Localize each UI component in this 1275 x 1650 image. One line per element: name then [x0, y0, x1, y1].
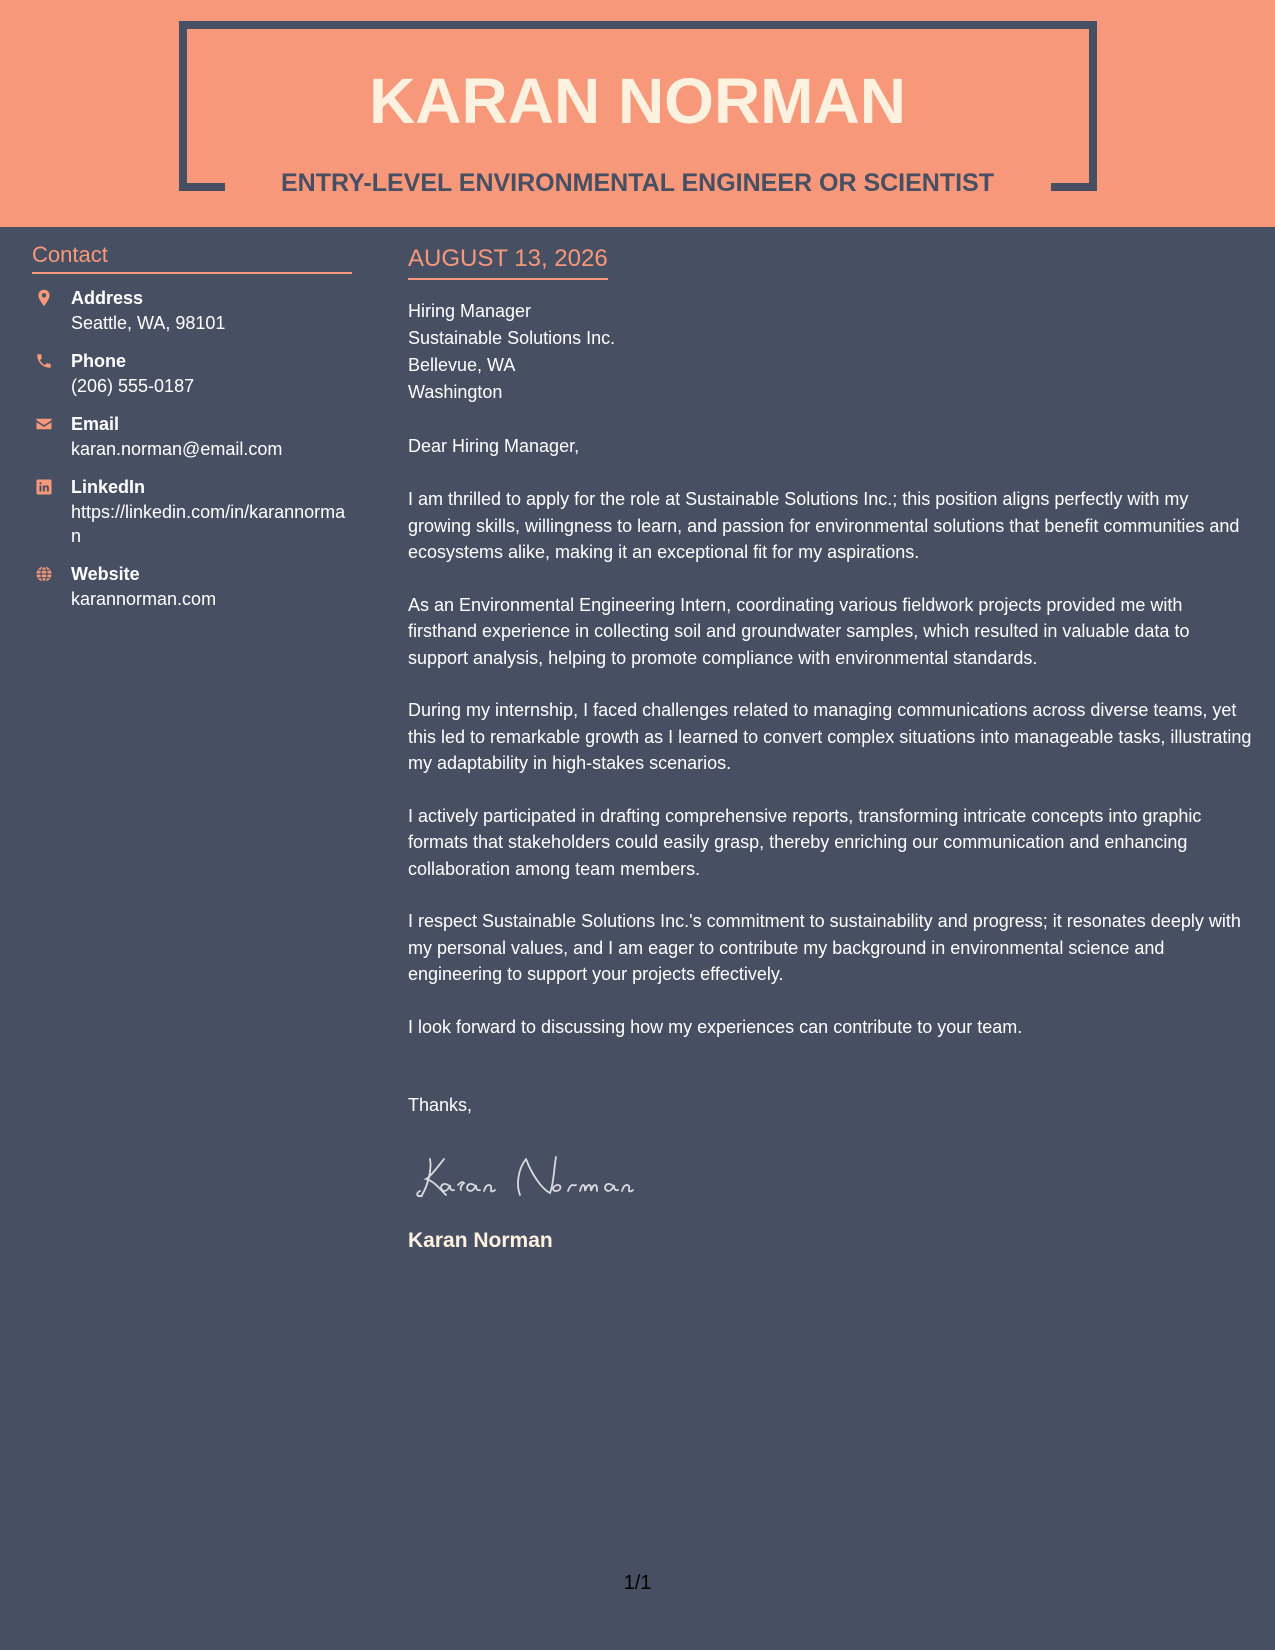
contact-value: Seattle, WA, 98101: [71, 313, 226, 333]
contact-label: LinkedIn: [71, 477, 146, 497]
contact-heading: Contact: [32, 240, 352, 274]
linkedin-icon: [35, 478, 53, 496]
body-paragraph: As an Environmental Engineering Intern, coordinating various fieldwork projects provided me with firsthand experience in collecting soil and groundwater samples, which resulted in valuable data to support analysis, helping to promote compliance with environmental standards.: [408, 594, 1190, 668]
signature-image: [408, 1145, 668, 1205]
body-paragraph: I am thrilled to apply for the role at Sustainable Solutions Inc.; this position aligns perfectly with my growing skills, willingness to learn, and passion for environmental solutions that benefit communities and ecosystems alike, making it an exceptional fit for my aspirations.: [408, 489, 1240, 562]
contact-value[interactable]: karannorman.com: [71, 589, 217, 609]
contact-label: Address: [71, 288, 144, 308]
contact-value: (206) 555-0187: [71, 376, 195, 396]
letter-body: [408, 242, 1253, 1256]
page-number: 1/1: [623, 1572, 652, 1594]
phone-icon: [35, 352, 53, 370]
signed-name: Karan Norman: [408, 1229, 553, 1252]
body-paragraph: I respect Sustainable Solutions Inc.'s commitment to sustainability and progress; it resonates deeply with my personal values, and I am eager to contribute my background in environmental science and engineering to support your projects effectively.: [408, 911, 1241, 984]
body-paragraph: During my internship, I faced challenges related to managing communications across diverse teams, yet this led to remarkable growth as I learned to convert complex situations into manageable tasks, illustrating my adaptability in high-stakes scenarios.: [408, 700, 1252, 773]
contact-sidebar: [32, 240, 352, 625]
salutation: Dear Hiring Manager,: [408, 436, 580, 456]
recipient-line: Hiring Manager: [408, 301, 532, 321]
globe-icon: [35, 565, 53, 583]
contact-email: [32, 412, 352, 461]
closing: Thanks,: [408, 1095, 473, 1115]
header-band: [0, 0, 1275, 227]
letter-date: AUGUST 13, 2026: [408, 242, 608, 280]
contact-value[interactable]: karan.norman@email.com: [71, 439, 283, 459]
contact-label: Phone: [71, 351, 127, 371]
body-paragraph: I look forward to discussing how my experiences can contribute to your team.: [408, 1016, 1023, 1037]
job-title: ENTRY-LEVEL ENVIRONMENTAL ENGINEER OR SCIENTIST: [280, 169, 995, 197]
contact-phone: [32, 349, 352, 398]
candidate-name: KARAN NORMAN: [369, 65, 906, 137]
envelope-icon: [35, 415, 53, 433]
contact-address: [32, 286, 352, 335]
contact-value[interactable]: https://linkedin.com/in/karannorman: [71, 502, 346, 546]
recipient-line: Washington: [408, 382, 503, 402]
contact-label: Website: [71, 564, 140, 584]
recipient-line: Bellevue, WA: [408, 355, 516, 375]
map-pin-icon: [35, 289, 53, 307]
recipient-block: [408, 298, 1253, 406]
contact-website: [32, 562, 352, 611]
body-paragraph: I actively participated in drafting comprehensive reports, transforming intricate concepts into graphic formats that stakeholders could easily grasp, thereby enriching our communication and enhancing collaboration among team members.: [408, 805, 1202, 879]
recipient-line: Sustainable Solutions Inc.: [408, 328, 616, 348]
contact-linkedin: [32, 475, 352, 548]
contact-label: Email: [71, 414, 120, 434]
